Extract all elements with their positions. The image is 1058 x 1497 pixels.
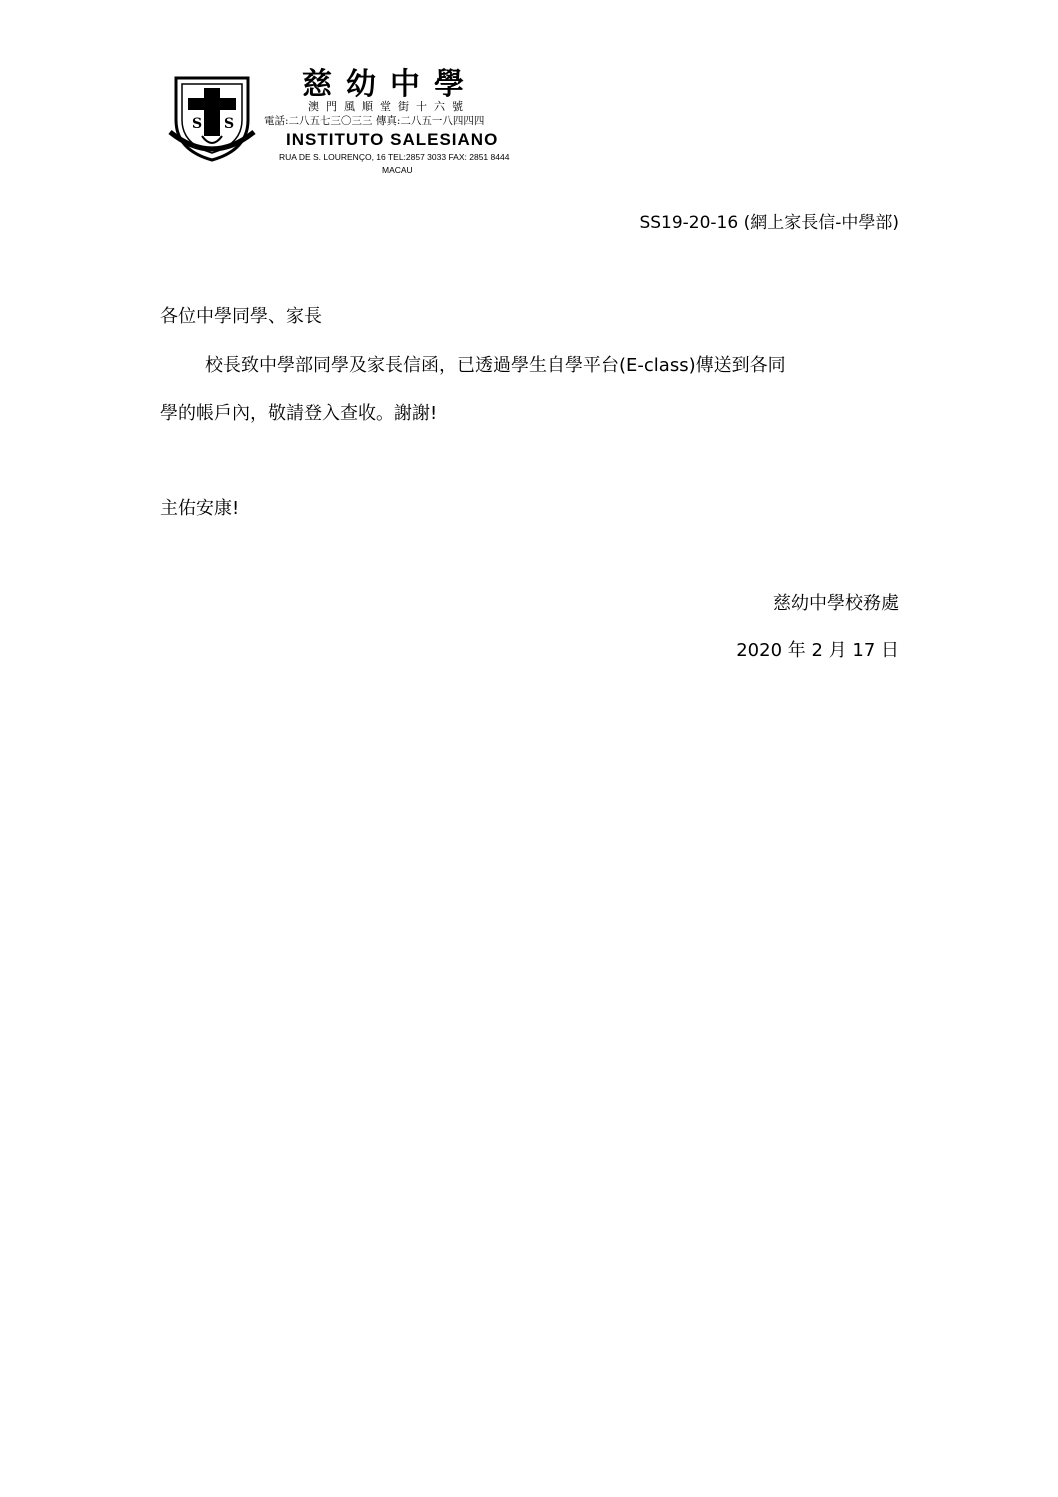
- reference-number: SS19-20-16 (網上家長信-中學部): [639, 213, 899, 233]
- body-text-line-2: 學的帳戶內，敬請登入查收。謝謝!: [160, 403, 438, 424]
- svg-text:S: S: [192, 116, 203, 132]
- letter-date: 2020 年 2 月 17 日: [736, 640, 899, 661]
- svg-text:S: S: [224, 116, 235, 132]
- school-phone-fax-chinese: 電話:二八五七三〇三三 傳真:二八五一八四四四: [264, 115, 485, 127]
- school-name-portuguese: INSTITUTO SALESIANO: [286, 130, 499, 149]
- signatory: 慈幼中學校務處: [773, 593, 899, 614]
- salutation: 各位中學同學、家長: [160, 306, 322, 327]
- closing-blessing: 主佑安康!: [160, 498, 240, 519]
- school-crest-icon: [166, 70, 258, 162]
- school-address-chinese: 澳門風順堂街十六號: [308, 100, 470, 113]
- school-city: MACAU: [382, 165, 413, 175]
- body-text-line-1: 校長致中學部同學及家長信函，已透過學生自學平台(E-class)傳送到各同: [205, 355, 786, 376]
- school-name-chinese: 慈幼中學: [302, 67, 478, 102]
- school-address-portuguese: RUA DE S. LOURENÇO, 16 TEL:2857 3033 FAX: 2851 8444: [279, 152, 510, 162]
- letterhead: [166, 67, 566, 180]
